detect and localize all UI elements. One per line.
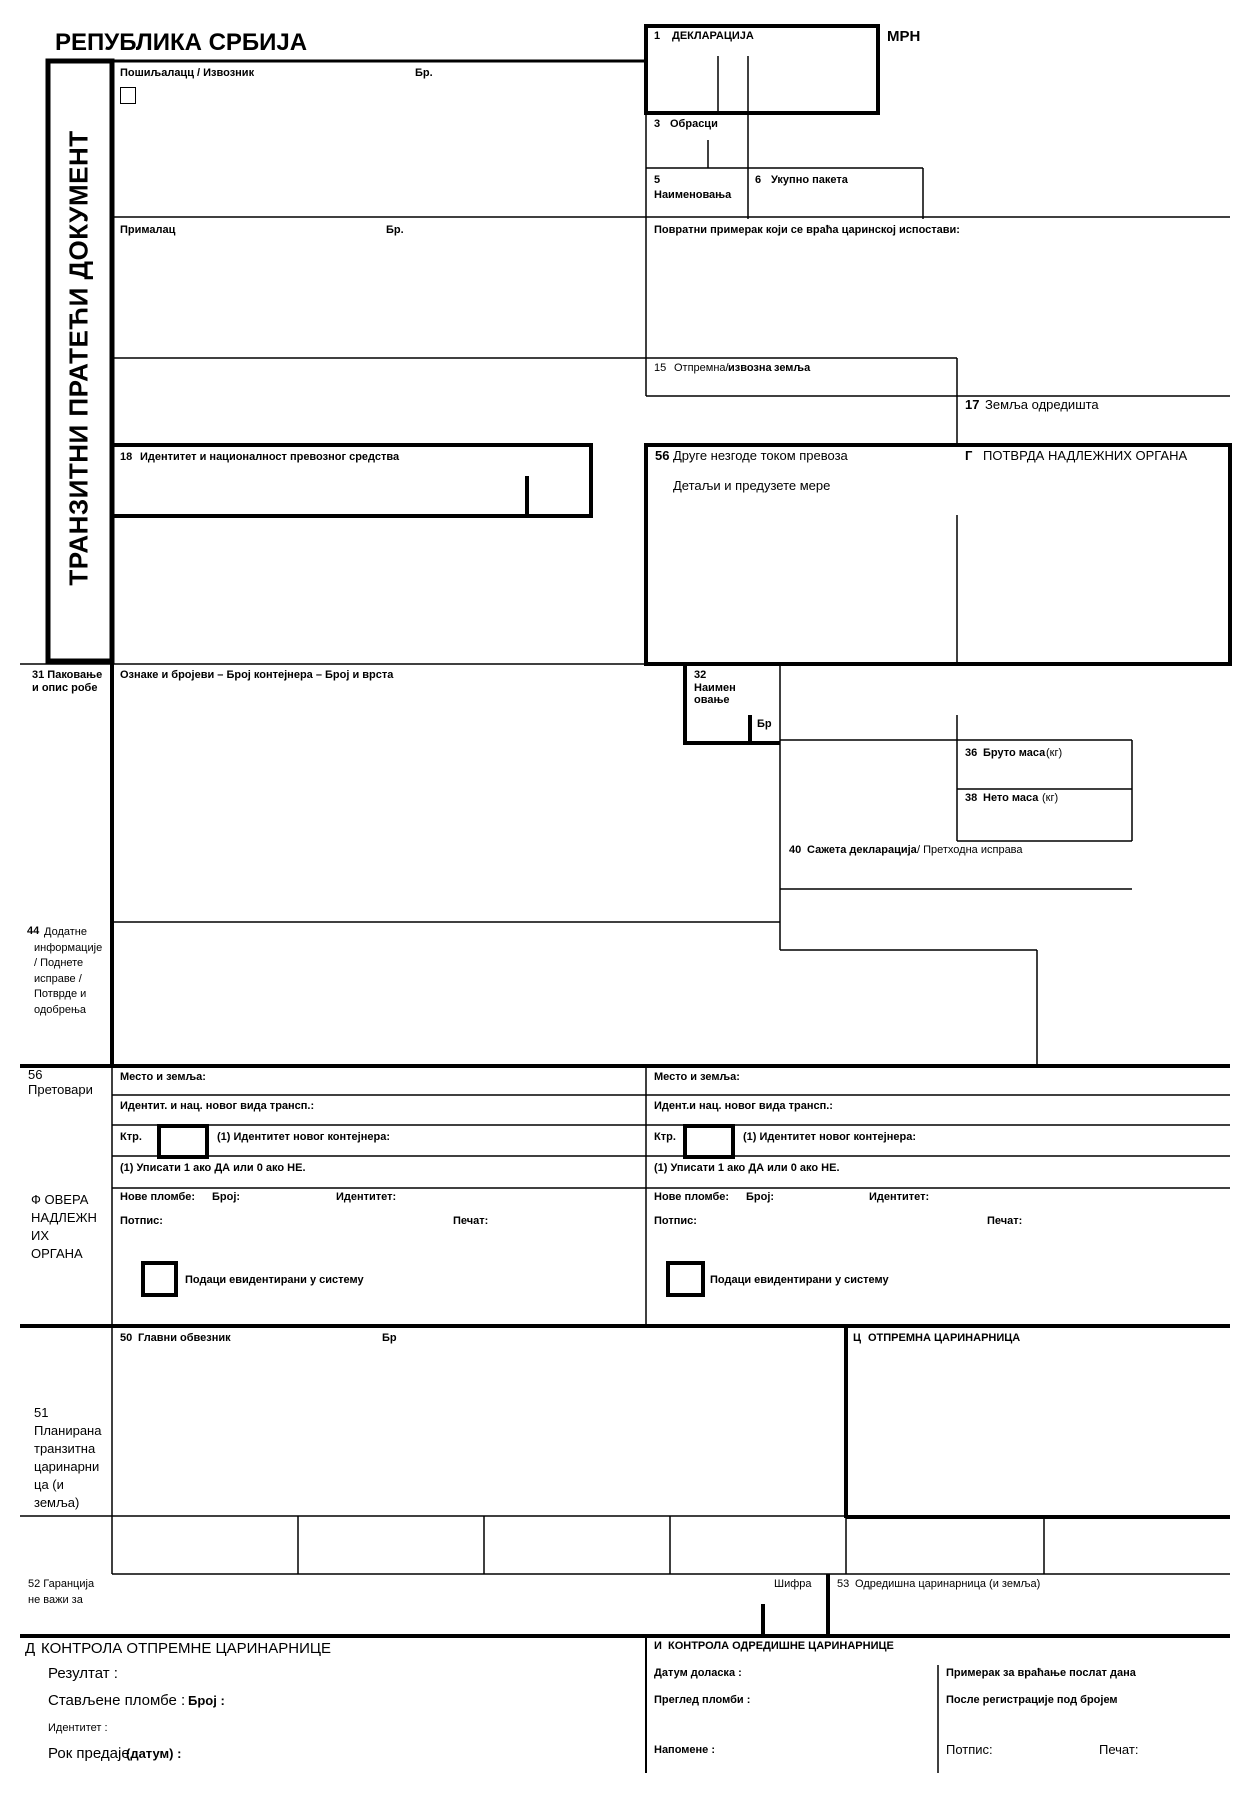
seals-right-recorded: Подаци евидентирани у систему (710, 1274, 889, 1286)
box1-label: ДЕКЛАРАЦИЈА (672, 30, 754, 42)
seals-right-identity: Идентитет: (869, 1191, 930, 1203)
seals-right-number: Број: (746, 1191, 775, 1203)
seals-left-identity: Идентитет: (336, 1191, 397, 1203)
box38-number: 38 (965, 792, 978, 804)
box36-number: 36 (965, 747, 978, 759)
box15-label-a: Отпремна/ (674, 362, 729, 374)
box51-label: 51 Планирана транзитна царинарни ца (и земља) (34, 1405, 102, 1510)
recorded-checkbox-right[interactable] (670, 1265, 701, 1293)
boxD-label: КОНТРОЛА ОТПРЕМНЕ ЦАРИНАРНИЦЕ (41, 1640, 331, 1657)
consignee-no-label: Бр. (386, 224, 404, 236)
seals-left-signature: Потпис: (120, 1215, 163, 1227)
transship-left-note: (1) Уписати 1 ако ДА или 0 ако НЕ. (120, 1162, 306, 1174)
box15-label-c: земља (774, 362, 811, 374)
consignee-label: Прималац (120, 224, 176, 236)
boxD-seals-applied: Стављене пломбе : (48, 1692, 186, 1709)
box31-label: 31 Паковање и опис робе (32, 669, 103, 694)
box40-label-a: Сажета декларација (807, 844, 917, 856)
box56-number: 56 (655, 448, 670, 463)
seals-left-new: Нове пломбе: (120, 1191, 196, 1203)
seals-left-recorded: Подаци евидентирани у систему (185, 1274, 364, 1286)
transship-right-ident: Идент.и нац. новог вида трансп.: (654, 1100, 833, 1112)
box40-number: 40 (789, 844, 802, 856)
box3-label: Обрасци (670, 118, 718, 130)
transship-left-container: (1) Идентитет новог контејнера: (217, 1131, 390, 1143)
boxD-identity: Идентитет : (48, 1722, 108, 1734)
box6-number: 6 (755, 174, 762, 186)
transship-right-container: (1) Идентитет новог контејнера: (743, 1131, 916, 1143)
boxI-signature: Потпис: (946, 1742, 993, 1757)
box17-label: Земља одредишта (985, 397, 1099, 412)
transship-right-ktr: Ктр. (654, 1131, 676, 1143)
box50-no-label: Бр (382, 1332, 397, 1344)
boxI-notes: Напомене : (654, 1744, 716, 1756)
seals-right-signature: Потпис: (654, 1215, 697, 1227)
boxG-letter: Г (965, 448, 973, 463)
return-copy-label: Повратни примерак који се враћа царинској испостави: (654, 224, 960, 236)
box53-number: 53 (837, 1578, 850, 1590)
box15-number: 15 (654, 362, 667, 374)
box52-code-label: Шифра (774, 1578, 812, 1590)
seals-right-new: Нове пломбе: (654, 1191, 730, 1203)
box50-number: 50 (120, 1332, 133, 1344)
transship-left-ktr: Ктр. (120, 1131, 142, 1143)
boxI-stamp: Печат: (1099, 1742, 1139, 1757)
box32-no-label: Бр (757, 718, 772, 730)
boxI-label: КОНТРОЛА ОДРЕДИШНЕ ЦАРИНАРНИЦЕ (668, 1640, 894, 1652)
mrn-label: МРН (887, 28, 921, 45)
boxD-letter: Д (25, 1640, 36, 1657)
seals-right-stamp: Печат: (987, 1215, 1023, 1227)
box3-number: 3 (654, 118, 661, 130)
box5-number: 5 (654, 174, 661, 186)
seals-left-number: Број: (212, 1191, 241, 1203)
box44-number: 44 (27, 925, 40, 937)
transship-left-ident: Идентит. и нац. новог вида трансп.: (120, 1100, 315, 1112)
ktr-box-left (159, 1126, 207, 1157)
box38-unit: (кг) (1042, 792, 1059, 804)
recorded-checkbox-left[interactable] (145, 1265, 174, 1293)
boxF-label: Ф ОВЕРА НАДЛЕЖН ИХ ОРГАНА (31, 1192, 97, 1261)
box17-number: 17 (965, 397, 980, 412)
boxI-return-sent: Примерак за враћање послат дана (946, 1667, 1136, 1679)
boxC-letter: Ц (853, 1332, 862, 1344)
boxI-seal-check: Преглед пломби : (654, 1694, 751, 1706)
box56-label: Друге незгоде током превоза (673, 448, 848, 463)
boxD-deadline-a: Рок предаје (48, 1745, 130, 1762)
seals-left-stamp: Печат: (453, 1215, 489, 1227)
transship-right-place: Место и земља: (654, 1071, 740, 1083)
boxD-result: Резултат : (48, 1665, 118, 1682)
box32-label: 32 Наимен овање (694, 669, 736, 707)
box18-number: 18 (120, 451, 133, 463)
boxI-after-reg: После регистрације под бројем (946, 1694, 1118, 1706)
box15-label-b: извозна (728, 362, 772, 374)
box44-label (34, 925, 102, 1018)
box38-label: Нето маса (983, 792, 1039, 804)
ktr-box-right (685, 1126, 733, 1157)
box6-label: Укупно пакета (771, 174, 848, 186)
box5-label: Наименовања (654, 189, 732, 201)
box31-marks-label: Ознаке и бројеви – Број контејнера – Број и врста (120, 669, 394, 681)
consignor-label: Пошиљалацц / Извозник (120, 67, 255, 79)
box52-label: 52 Гаранција не важи за (28, 1578, 95, 1606)
box36-label: Бруто маса (983, 747, 1046, 759)
box56-transship-label: 56 Претовари (28, 1067, 93, 1097)
box18-label: Идентитет и националност превозног средства (140, 451, 400, 463)
boxG-label: ПОТВРДА НАДЛЕЖНИХ ОРГАНА (983, 448, 1188, 463)
transship-left-place: Место и земља: (120, 1071, 206, 1083)
box36-unit: (кг) (1046, 747, 1063, 759)
box40-label-b: / Претходна исправа (917, 844, 1023, 856)
consignor-no-label: Бр. (415, 67, 433, 79)
consignor-checkbox[interactable] (120, 87, 136, 104)
boxD-number: Број : (188, 1693, 225, 1708)
box53-label: Одредишна царинарница (и земља) (855, 1578, 1041, 1590)
country-title: РЕПУБЛИКА СРБИЈА (55, 29, 308, 56)
box44-label-text: Додатне информације / Поднете исправе / Потврде и одобрења (34, 926, 103, 1016)
box50-label: Главни обвезник (138, 1332, 231, 1344)
boxD-deadline-b: (датум) : (126, 1746, 182, 1761)
box1-number: 1 (654, 30, 661, 42)
vertical-document-title: ТРАНЗИТНИ ПРАТЕЋИ ДОКУМЕНТ (63, 130, 94, 586)
boxC-label: ОТПРЕМНА ЦАРИНАРНИЦА (868, 1332, 1021, 1344)
box56-details: Детаљи и предузете мере (673, 478, 831, 493)
boxI-arrival: Датум доласка : (654, 1667, 742, 1679)
transship-right-note: (1) Уписати 1 ако ДА или 0 ако НЕ. (654, 1162, 840, 1174)
boxI-letter: И (654, 1640, 662, 1652)
